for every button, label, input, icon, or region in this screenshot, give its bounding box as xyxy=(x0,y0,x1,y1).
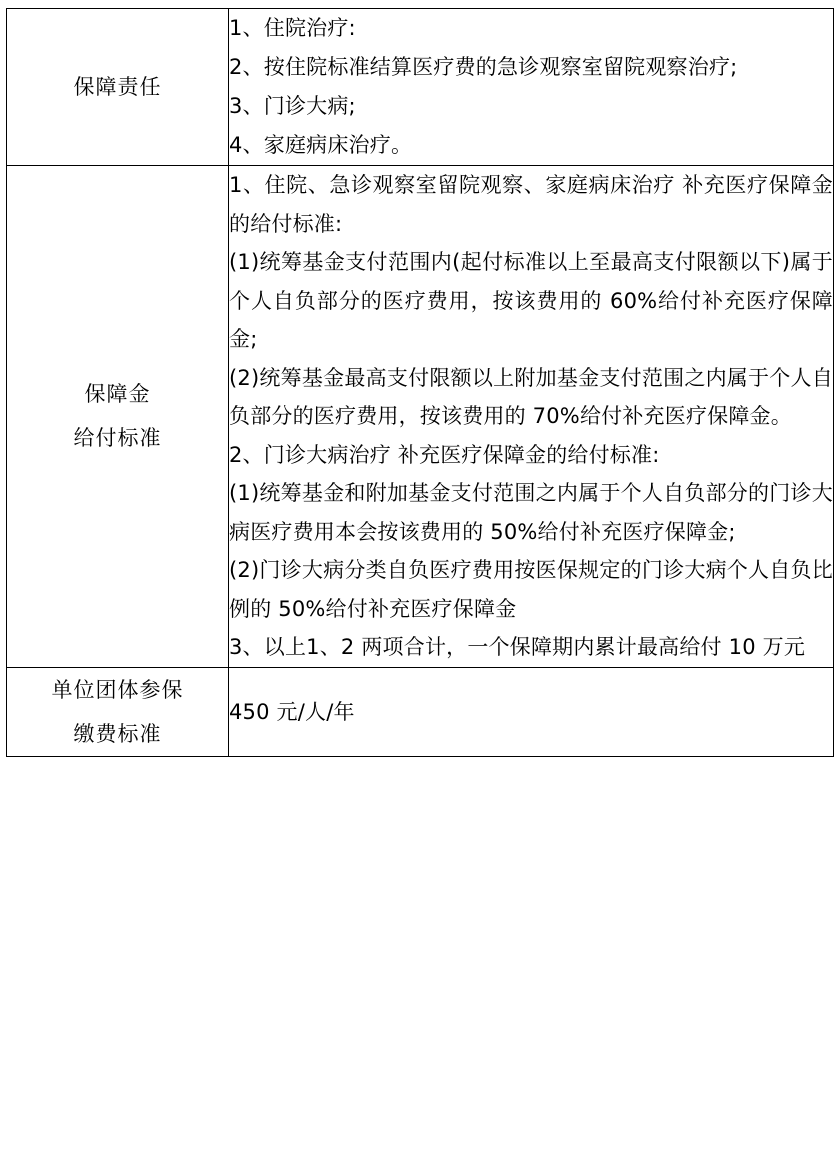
paragraph: 1、住院治疗: xyxy=(229,16,356,40)
table-row xyxy=(7,667,834,756)
paragraph: 1、住院、急诊观察室留院观察、家庭病床治疗 补充医疗保障金的给付标准: xyxy=(229,173,833,236)
row-label-payment-standard xyxy=(7,166,229,668)
paragraph: 2、门诊大病治疗 补充医疗保障金的给付标准: xyxy=(229,442,660,467)
paragraph: 3、以上1、2 两项合计，一个保障期内累计最高给付 10 万元 xyxy=(229,635,806,659)
label-line: 保障责任 xyxy=(73,75,162,99)
label-line: 保障金 xyxy=(84,382,151,407)
paragraph: 4、家庭病床治疗。 xyxy=(229,133,413,157)
paragraph: (2)统筹基金最高支付限额以上附加基金支付范围之内属于个人自负部分的医疗费用，按该费用的 70%给付补充医疗保障金。 xyxy=(229,365,833,428)
paragraph: 3、门诊大病; xyxy=(229,94,356,118)
paragraph: (2)门诊大病分类自负医疗费用按医保规定的门诊大病个人自负比例的 50%给付补充医疗保障金 xyxy=(229,558,833,621)
paragraph: 2、按住院标准结算医疗费的急诊观察室留院观察治疗; xyxy=(229,55,738,79)
paragraph: (1)统筹基金和附加基金支付范围之内属于个人自负部分的门诊大病医疗费用本会按该费用的 50%给付补充医疗保障金; xyxy=(229,481,833,544)
label-line: 给付标准 xyxy=(73,426,162,451)
row-label-group-premium-standard xyxy=(7,667,229,756)
row-content-group-premium-standard xyxy=(229,667,834,756)
label-line: 单位团体参保 xyxy=(51,677,184,702)
row-content-payment-standard xyxy=(229,166,834,668)
label-line: 缴费标准 xyxy=(73,721,162,746)
table-row xyxy=(7,166,834,668)
paragraph: 450 元/人/年 xyxy=(229,699,355,724)
table-row xyxy=(7,9,834,166)
row-label-coverage-responsibility xyxy=(7,9,229,166)
row-content-coverage-responsibility xyxy=(229,9,834,166)
benefits-table xyxy=(6,8,834,757)
paragraph: (1)统筹基金支付范围内(起付标准以上至最高支付限额以下)属于个人自负部分的医疗费用，按该费用的 60%给付补充医疗保障金; xyxy=(229,250,833,351)
